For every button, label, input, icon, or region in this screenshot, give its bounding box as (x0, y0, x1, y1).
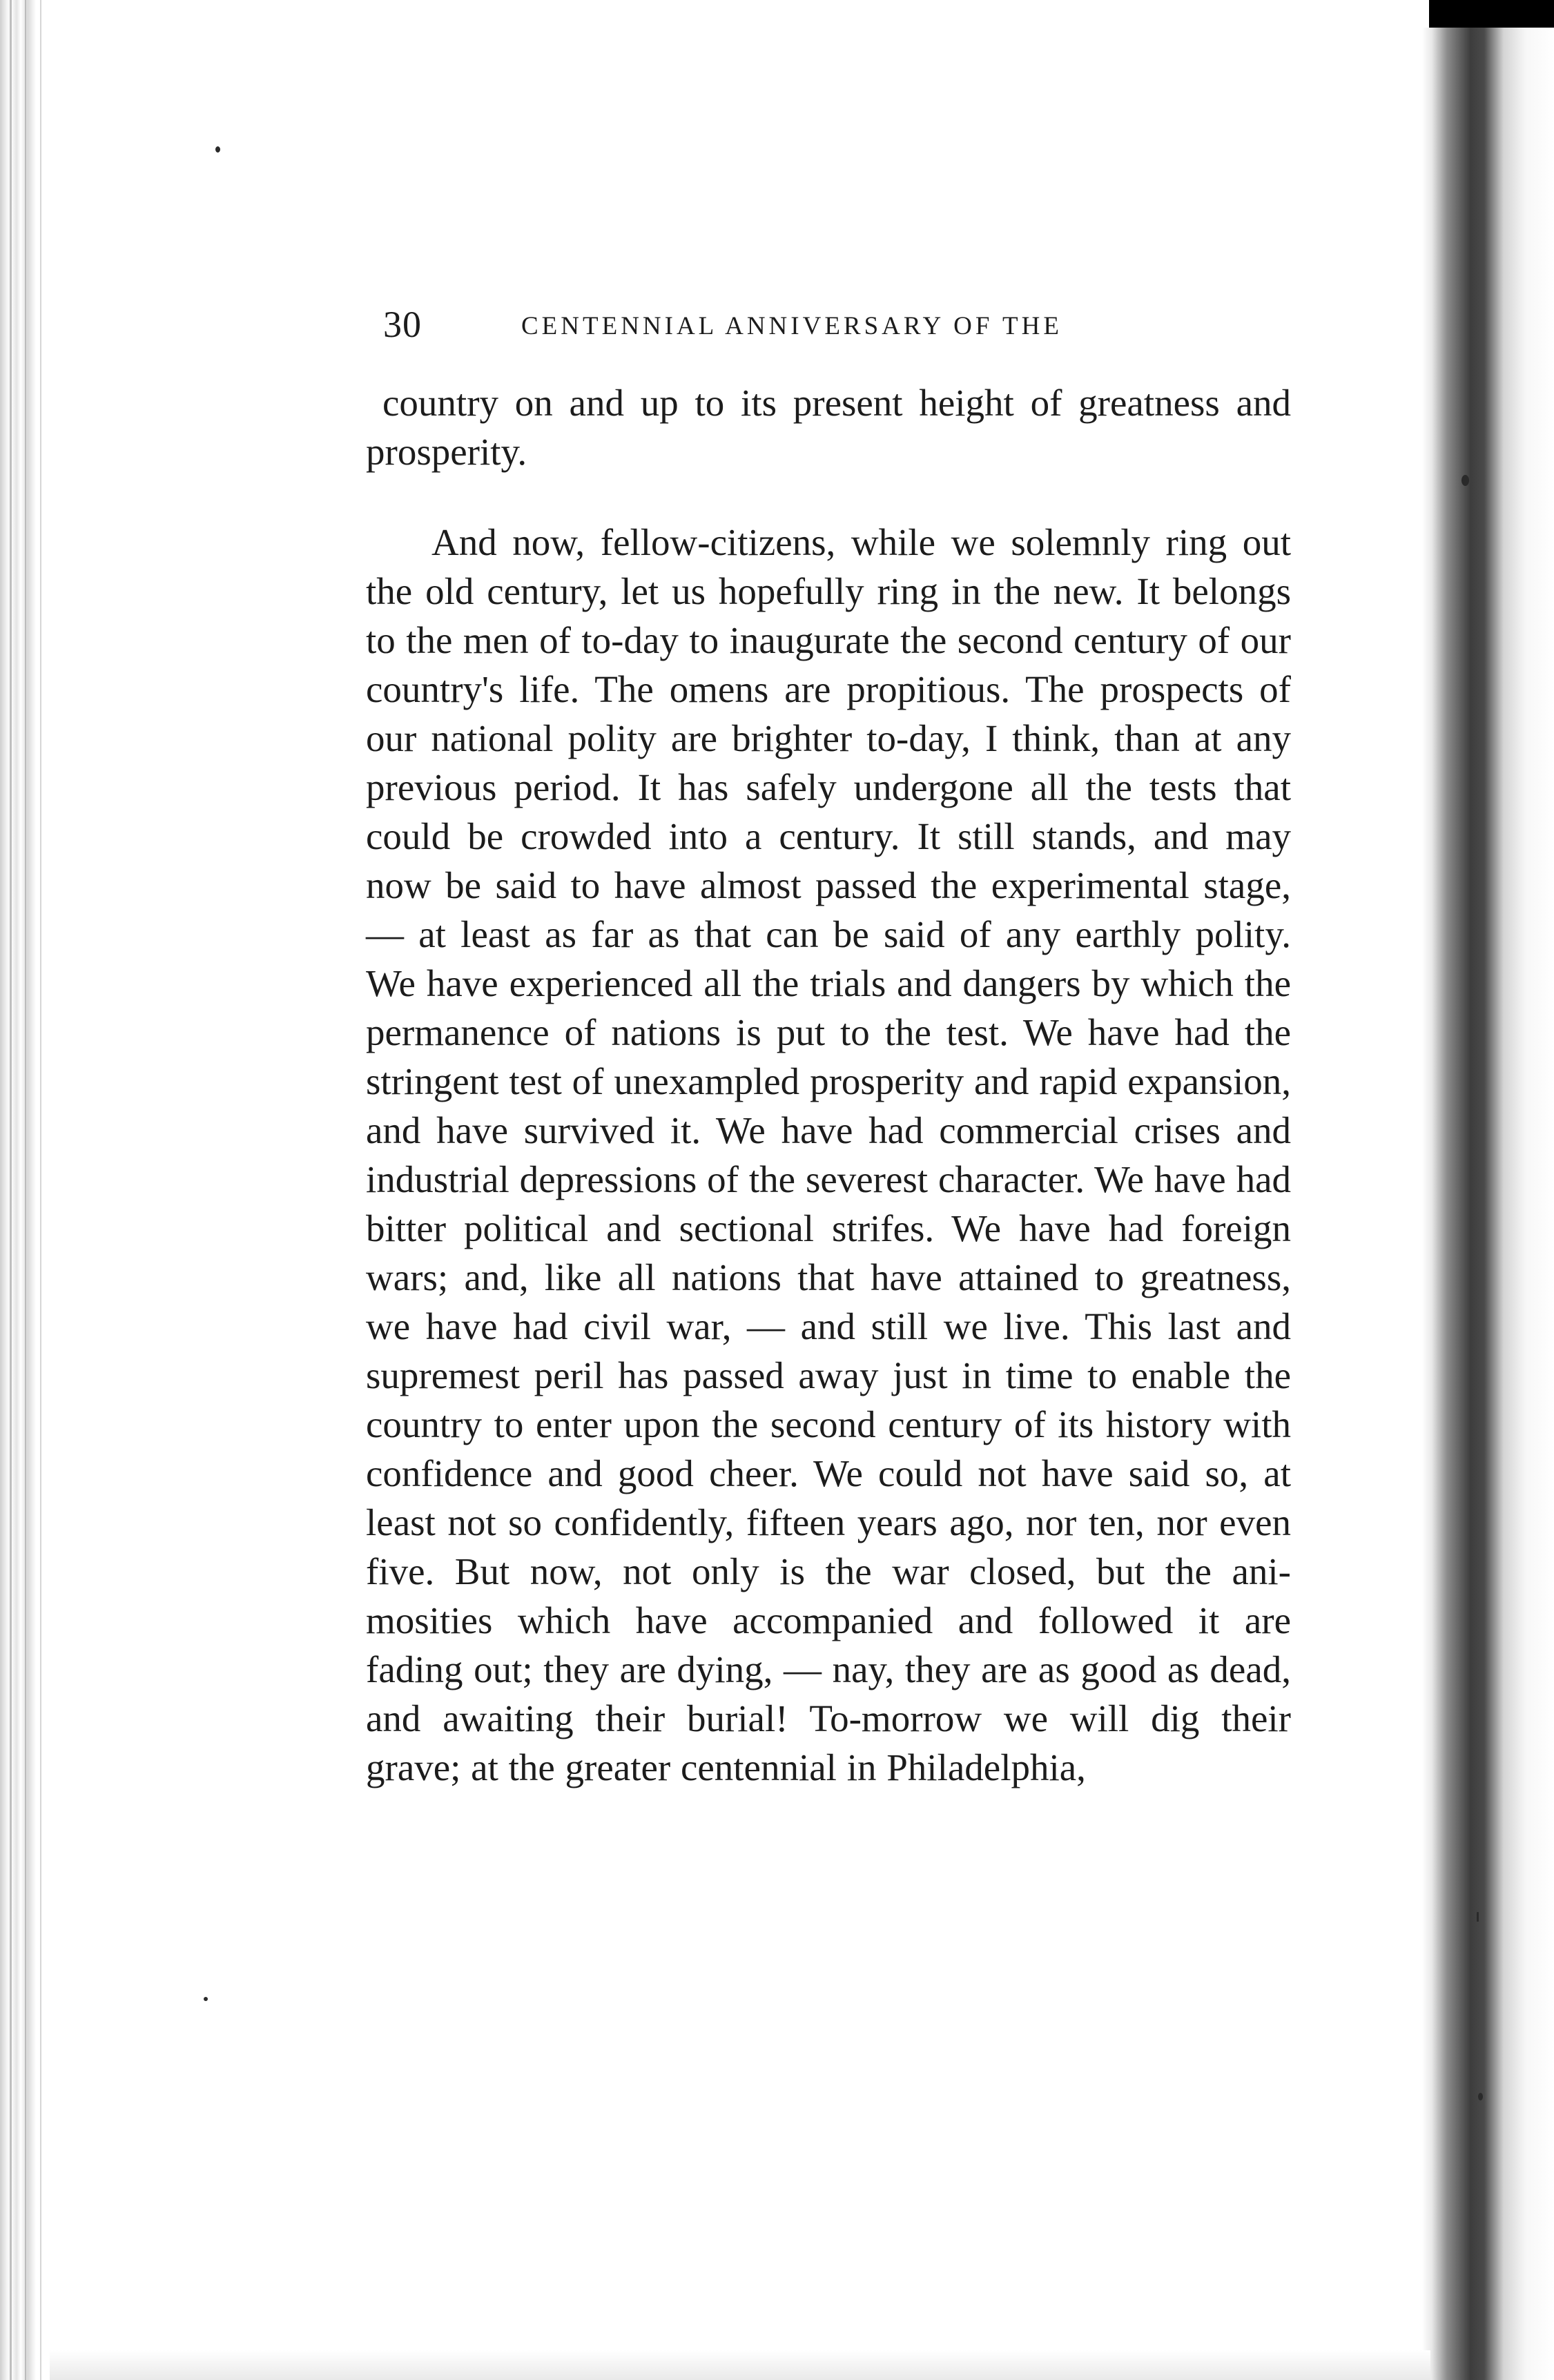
page-number: 30 (383, 304, 422, 345)
paragraph-continuation: country on and up to its present height of greatness and prosperity. (366, 382, 1291, 473)
running-head (383, 290, 1308, 366)
paragraph: And now, fellow-citizens, while we solemnly ring out the old century, let us hopefully ring in the new. It belongs to the men of to-day to inaugurate the second century of our country's life. The omens are propitious. The prospects of our national polity are brighter to-day, I think, than at any previous period. It has safely undergone all the tests that could be crowded into a century. It still stands, and may now be said to have almost passed the experimental stage, — at least as far as that can be said of any earthly polity. We have experienced all the trials and dangers by which the permanence of nations is put to the test. We have had the stringent test of unexampled prosperity and rapid expansion, and have survived it. We have had commercial crises and industrial depressions of the severest character. We have had bitter political and sectional strifes. We have had foreign wars; and, like all nations that have attained to greatness, we have had civil war, — and still we live. This last and supremest peril has passed away just in time to enable the country to enter upon the second century of its history with confidence and good cheer. We could not have said so, at least not so confidently, fifteen years ago, nor ten, nor even five. But now, not only is the war closed, but the animosities which have accompanied and followed it are fading out; they are dying, — nay, they are as good as dead, and awaiting their burial! To-morrow we will dig their grave; at the greater centennial in Philadelphia, (366, 521, 1291, 1788)
running-head-title: CENTENNIAL ANNIVERSARY OF THE (521, 312, 1062, 340)
body-text (366, 378, 1291, 1792)
